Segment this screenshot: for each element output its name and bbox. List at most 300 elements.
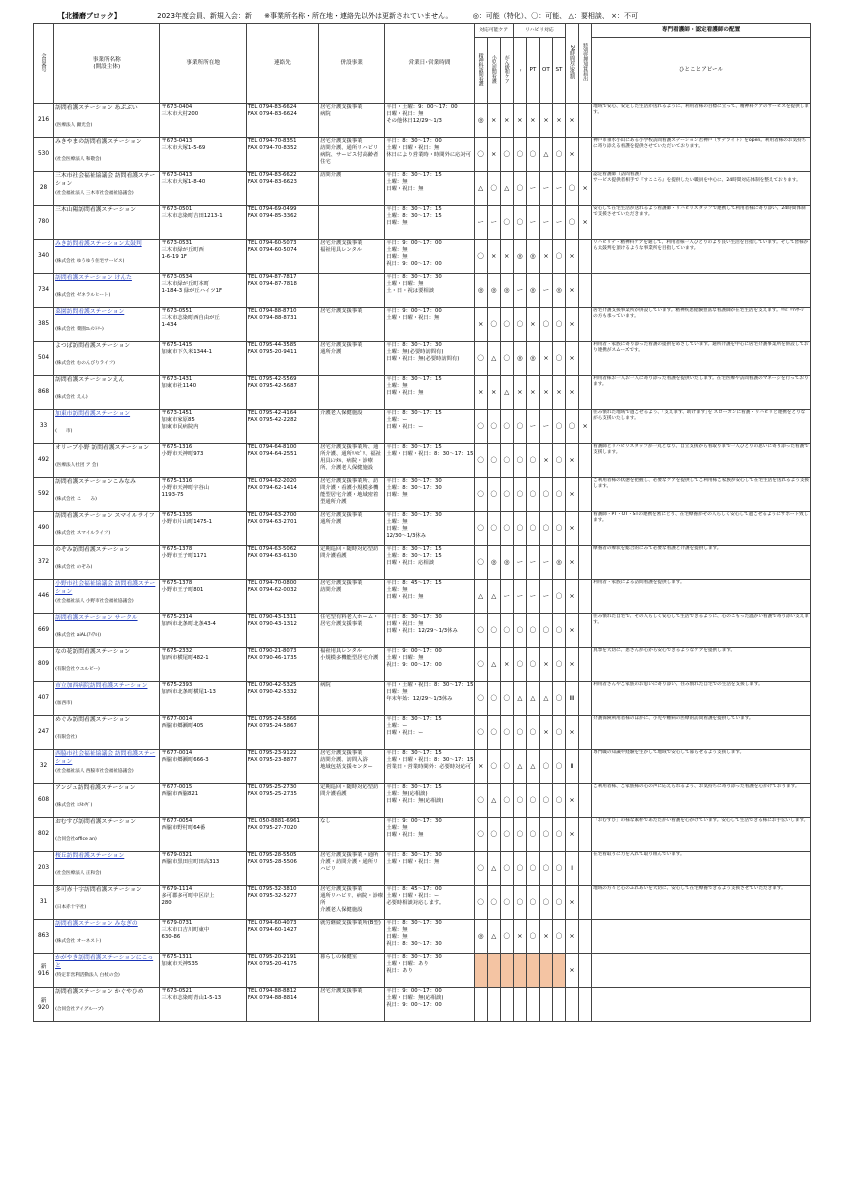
text-line: 平日：8：30～17：15 <box>386 206 442 212</box>
capability-mark <box>579 308 592 342</box>
address-cell <box>160 274 246 308</box>
capability-mark: 〇 <box>539 852 552 886</box>
station-name-link[interactable]: みき訪問看護ステーション太鼓判 <box>55 241 142 247</box>
capability-mark <box>474 988 487 1022</box>
capability-mark: 〇 <box>487 410 500 444</box>
capability-mark: 〇 <box>513 648 526 682</box>
text-line: 西脇市西脇821 <box>161 791 199 797</box>
services-cell <box>319 478 385 512</box>
fax-number: FAX 0795-20-4175 <box>247 961 297 967</box>
station-name-link[interactable]: 訪問看護ステーション みなぎの <box>55 921 138 927</box>
appeal-cell <box>592 988 811 1022</box>
text-line: 平日：8：30～17：15 <box>386 716 442 722</box>
text-line: 加西市横尾町482-1 <box>161 655 209 661</box>
capability-mark: 〇 <box>500 852 513 886</box>
capability-mark: 〇 <box>474 512 487 546</box>
address-cell <box>160 852 246 886</box>
capability-mark: 〇 <box>500 784 513 818</box>
capability-mark: × <box>566 342 579 376</box>
operator-name: (日本赤十字社) <box>55 905 87 910</box>
operator-name: (社会医療法人 和敬会) <box>55 157 102 162</box>
services-cell <box>319 138 385 172</box>
tel-number: TEL 0794-88-8710 <box>247 308 297 314</box>
text-line: 日曜・祝日：無 <box>386 832 424 838</box>
capability-mark: × <box>566 444 579 478</box>
text-line: 1-184-3 緑が丘ハイツ1F <box>161 288 223 294</box>
fax-number: FAX 0795-28-5506 <box>247 859 297 865</box>
station-name: アンジュ訪問看護ステーション <box>55 785 136 791</box>
hours-cell <box>385 750 474 784</box>
capability-mark: 〇 <box>474 716 487 750</box>
table-row <box>34 784 811 818</box>
capability-mark: 〇 <box>487 308 500 342</box>
col-psych: 精神科訪問看護 <box>474 38 487 104</box>
table-row <box>34 478 811 512</box>
capability-mark: × <box>566 580 579 614</box>
text-line: 土曜：無 <box>386 179 408 185</box>
operator-name: (社会福祉法人 小野市社会福祉協議会) <box>55 599 134 604</box>
capability-mark: ー <box>539 206 552 240</box>
capability-mark: 〇 <box>552 716 565 750</box>
station-name-link[interactable]: かがやき訪問看護ステーションにこっと <box>55 955 154 969</box>
member-number: 802 <box>34 818 54 852</box>
capability-mark: ◎ <box>526 342 539 376</box>
text-line: 〒673-0501 <box>161 206 193 212</box>
capability-mark: × <box>526 104 539 138</box>
station-name-cell <box>54 444 160 478</box>
capability-mark: × <box>500 648 513 682</box>
capability-mark: ◎ <box>526 274 539 308</box>
member-number: 868 <box>34 376 54 410</box>
text-line: 介護老人保健施設 <box>320 410 363 416</box>
contact-cell <box>246 784 318 818</box>
address-cell <box>160 614 246 648</box>
capability-mark: ー <box>539 274 552 308</box>
table-row <box>34 954 811 988</box>
capability-mark: △ <box>513 682 526 716</box>
text-line: 平日：8：30～17：30 <box>386 954 442 960</box>
text-line: 土曜・日曜・祝日：無 <box>386 859 440 865</box>
capability-mark: × <box>552 376 565 410</box>
table-row <box>34 750 811 784</box>
member-number: 490 <box>34 512 54 546</box>
text-line: 西脇市野村町64番 <box>161 825 206 831</box>
contact-cell <box>246 206 318 240</box>
address-cell <box>160 784 246 818</box>
table-row <box>34 818 811 852</box>
station-name-cell <box>54 750 160 784</box>
capability-mark: ー <box>474 206 487 240</box>
fax-number: FAX 0790-43-1312 <box>247 621 297 627</box>
appeal-cell: 看護師・PT・OT・STの連携を密にとり、在宅療養がその人らしく安心して過ごせるようにサポート致します。 <box>592 512 811 546</box>
col-pt: PT <box>526 38 539 104</box>
text-line: 平日：8：30～17：30 <box>386 614 442 620</box>
text-line: 平日：8：30～17：30 <box>386 852 442 858</box>
station-name-cell <box>54 240 160 274</box>
station-name-link[interactable]: 訪問看護ステーション サークル <box>55 615 138 621</box>
text-line: 土曜：ー <box>386 417 408 423</box>
address-cell <box>160 818 246 852</box>
station-name-cell <box>54 274 160 308</box>
text-line: 加西市北条町北条43-4 <box>161 621 216 627</box>
fax-number: FAX 0790-42-5332 <box>247 689 297 695</box>
capability-mark: × <box>513 104 526 138</box>
capability-mark: 〇 <box>539 478 552 512</box>
text-line: 病院、サービス付高齢者住宅 <box>320 152 379 165</box>
capability-mark: 〇 <box>526 478 539 512</box>
text-line: 土曜・日曜・祝日：無 <box>386 315 440 321</box>
capability-mark: 〇 <box>487 682 500 716</box>
station-name-cell <box>54 342 160 376</box>
text-line: 祝日：あり <box>386 968 413 974</box>
appeal-cell: 安心して在宅生活が送れるよう看護師・リハビリスタッフで連携して利用者様に寄り添い、24時間体制で支援させていただきます。 <box>592 206 811 240</box>
address-cell <box>160 512 246 546</box>
address-cell <box>160 444 246 478</box>
fax-number: FAX 0794-88-8814 <box>247 995 297 1001</box>
station-name-cell <box>54 988 160 1022</box>
capability-mark: 〇 <box>552 920 565 954</box>
capability-mark: 〇 <box>487 172 500 206</box>
contact-cell <box>246 138 318 172</box>
capability-mark <box>526 954 539 988</box>
appeal-cell <box>592 274 811 308</box>
capability-mark: ◎ <box>513 240 526 274</box>
station-name-cell <box>54 648 160 682</box>
member-number: 31 <box>34 886 54 920</box>
capability-mark: × <box>539 648 552 682</box>
address-cell <box>160 920 246 954</box>
tel-number: TEL 0790-42-5325 <box>247 682 297 688</box>
station-name: 訪問看護ステーションえん <box>55 377 125 383</box>
capability-mark: 〇 <box>474 682 487 716</box>
fax-number: FAX 0794-87-7818 <box>247 281 297 287</box>
station-name-cell <box>54 478 160 512</box>
table-row <box>34 308 811 342</box>
text-line: 病院 <box>320 682 331 688</box>
text-line: 平日：8：45～17：00 <box>386 886 442 892</box>
text-line: 土曜：8：30～17：15 <box>386 553 442 559</box>
fax-number: FAX 0794-60-1427 <box>247 927 297 933</box>
address-cell <box>160 240 246 274</box>
capability-mark: 〇 <box>513 410 526 444</box>
appeal-cell <box>592 954 811 988</box>
station-name-link[interactable]: 菜園訪問看護ステーション <box>55 309 125 315</box>
capability-mark: 〇 <box>487 750 500 784</box>
station-name-link[interactable]: 加東市訪問看護ステーション <box>55 411 131 417</box>
capability-mark: 〇 <box>500 138 513 172</box>
table-row <box>34 886 811 920</box>
station-name-cell <box>54 954 160 988</box>
capability-mark: 〇 <box>474 886 487 920</box>
capability-mark: △ <box>487 920 500 954</box>
text-line: 加東市社1140 <box>161 383 197 389</box>
capability-mark: × <box>539 342 552 376</box>
address-cell <box>160 342 246 376</box>
text-line: 土曜：無 <box>386 383 408 389</box>
capability-mark: × <box>474 750 487 784</box>
legend: ◎：可能（特化）、〇：可能、 △：要相談、 ×：不可 <box>472 12 639 20</box>
appeal-cell: 専門職の知識や経験を生かして地域で安心して暮らせるよう支援します。 <box>592 750 811 784</box>
text-line: 〒673-0413 <box>161 172 193 178</box>
capability-mark: × <box>566 818 579 852</box>
capability-mark: 〇 <box>526 716 539 750</box>
capability-mark <box>579 512 592 546</box>
station-name-cell <box>54 886 160 920</box>
text-line: 訪問介護 <box>320 587 342 593</box>
text-line: 三木市志染町西自由が丘 <box>161 315 220 321</box>
capability-mark: × <box>579 410 592 444</box>
capability-mark: 〇 <box>487 444 500 478</box>
capability-mark: ー <box>526 172 539 206</box>
operator-name: (株式会社 えん) <box>55 395 88 400</box>
capability-mark: 〇 <box>513 886 526 920</box>
text-line: 平日：8：30～17：30 <box>386 274 442 280</box>
capability-mark <box>552 954 565 988</box>
text-line: 平日：9：00～17：30 <box>386 818 442 824</box>
text-line: 土曜：無 <box>386 825 408 831</box>
station-name-link[interactable]: 小野市社会福祉協議会 訪問看護ステーション <box>55 581 156 595</box>
appeal-cell: 利用者様お一人お一人に寄り添った看護を提供いたします。在宅医療や訪問看護のマネージを行っております。 <box>592 376 811 410</box>
text-line: 〒675-2393 <box>161 682 193 688</box>
text-line: 居宅介護支援事業・通所介護・訪問介護・通所リハビリ <box>320 852 379 872</box>
member-number: 492 <box>34 444 54 478</box>
text-line: 〒679-0321 <box>161 852 193 858</box>
capability-mark: ー <box>500 580 513 614</box>
text-line: 土曜・日曜：無(応相談) <box>386 995 444 1001</box>
capability-mark: 〇 <box>474 478 487 512</box>
member-number: 669 <box>34 614 54 648</box>
text-line: 日曜：無 <box>386 526 408 532</box>
text-line: 定期巡回・随時対応型訪問介護看護 <box>320 546 379 559</box>
capability-mark: ◎ <box>487 274 500 308</box>
text-line: 〒673-0413 <box>161 138 193 144</box>
station-name: 三木山陽訪問看護ステーション <box>55 207 136 213</box>
capability-mark: × <box>566 308 579 342</box>
station-name-cell <box>54 818 160 852</box>
text-line: 西脇市郷瀬町405 <box>161 723 204 729</box>
appeal-cell: 認定看護師（訪問看護） サービス提供者相手で『すこころ』を提供したい職員を中心に、24時間対応体制を整えております。 <box>592 172 811 206</box>
tel-number: TEL 0795-42-4164 <box>247 410 297 416</box>
capability-mark: △ <box>513 750 526 784</box>
text-line: 〒673-0404 <box>161 104 193 110</box>
capability-mark: ◎ <box>552 274 565 308</box>
fax-number: FAX 0794-64-2551 <box>247 451 297 457</box>
capability-mark: Ⅲ <box>566 682 579 716</box>
station-name-link[interactable]: 訪問看護ステーション けんた <box>55 275 132 281</box>
table-row <box>34 716 811 750</box>
capability-mark <box>487 954 500 988</box>
text-line: 居宅介護支援事業所、通所介護、通所ﾘﾊﾋﾞﾘ、福祉用具ﾚﾝﾀﾙ、病院・診療所、介護老人保健施設 <box>320 444 381 471</box>
col-pediatric: 小児訪問看護 <box>487 38 500 104</box>
tel-number: TEL 0795-24-5866 <box>247 716 297 722</box>
col-cancer: がん緩和ケア <box>500 38 513 104</box>
capability-mark: × <box>566 546 579 580</box>
capability-mark: ー <box>526 410 539 444</box>
text-line: 三木市大塚1-5-69 <box>161 145 206 151</box>
text-line: 年末年始：12/29～1/3休み <box>386 696 453 702</box>
capability-mark: 〇 <box>487 886 500 920</box>
operator-name: (有限会社) <box>55 735 78 740</box>
operator-name: (株式会社 aiAL(ｱｲｱﾙ)) <box>55 633 102 638</box>
operator-name: (有限会社ウエルビー) <box>55 667 100 672</box>
capability-mark: △ <box>539 138 552 172</box>
capability-mark: 〇 <box>500 410 513 444</box>
capability-mark <box>579 580 592 614</box>
appeal-cell: 利用者・家族に寄り添った看護の提供をめざしています。通所介護を中心に居宅介護事業所を併設しており連携がスムーズです。 <box>592 342 811 376</box>
appeal-cell: 療養者の療状を総合的にみて必要な看護と介護を提供します。 <box>592 546 811 580</box>
contact-cell <box>246 682 318 716</box>
contact-cell <box>246 308 318 342</box>
capability-mark <box>579 784 592 818</box>
capability-mark: △ <box>487 852 500 886</box>
capability-mark: 〇 <box>539 308 552 342</box>
text-line: 〒675-2314 <box>161 614 193 620</box>
services-cell <box>319 988 385 1022</box>
capability-mark: 〇 <box>500 444 513 478</box>
capability-mark: 〇 <box>513 512 526 546</box>
capability-mark <box>579 988 592 1022</box>
text-line: 居宅介護支援事業 <box>320 240 363 246</box>
capability-mark: × <box>566 478 579 512</box>
hours-cell <box>385 818 474 852</box>
capability-mark: 〇 <box>539 512 552 546</box>
capability-mark: 〇 <box>566 172 579 206</box>
capability-mark: 〇 <box>566 410 579 444</box>
operator-name: (医療法人社団 ア 会) <box>55 463 99 468</box>
station-name-cell <box>54 206 160 240</box>
capability-mark: 〇 <box>474 818 487 852</box>
text-line: 小野市王子町801 <box>161 587 204 593</box>
text-line: 平日・土曜：9：00～17：00 <box>386 104 458 110</box>
col-24h: 24時間対応体制 <box>566 24 579 104</box>
appeal-cell: 真摯を大切に、患さんが心から安心できるようなケアを提供します。 <box>592 648 811 682</box>
capability-mark: 〇 <box>487 614 500 648</box>
station-name-cell <box>54 410 160 444</box>
station-name-cell <box>54 546 160 580</box>
capability-mark: × <box>539 444 552 478</box>
contact-cell <box>246 988 318 1022</box>
col-st: ST <box>552 38 565 104</box>
text-line: 〒677-0014 <box>161 750 193 756</box>
col-services: 併設事業 <box>319 24 385 104</box>
capability-mark: ◎ <box>500 546 513 580</box>
member-number: 新 916 <box>34 954 54 988</box>
hours-cell <box>385 444 474 478</box>
tel-number: TEL 0795-25-2730 <box>247 784 297 790</box>
capability-mark: 〇 <box>539 886 552 920</box>
text-line: 〒679-0731 <box>161 920 193 926</box>
contact-cell <box>246 410 318 444</box>
text-line: 平日：8：30～17：30 <box>386 342 442 348</box>
text-line: 三木市緑が丘町本町 <box>161 281 210 287</box>
hours-cell <box>385 478 474 512</box>
contact-cell <box>246 614 318 648</box>
capability-mark: ー <box>539 410 552 444</box>
tel-number: TEL 0794-60-5073 <box>247 240 297 246</box>
capability-mark <box>579 478 592 512</box>
address-cell <box>160 886 246 920</box>
text-line: 三木市緑が丘町西 <box>161 247 204 253</box>
text-line: 日曜・祝日：ー <box>386 730 424 736</box>
capability-mark: ー <box>526 546 539 580</box>
hours-cell <box>385 376 474 410</box>
capability-mark: 〇 <box>526 784 539 818</box>
capability-mark: × <box>566 954 579 988</box>
hours-cell <box>385 988 474 1022</box>
capability-mark: × <box>474 308 487 342</box>
hours-cell <box>385 614 474 648</box>
capability-mark: × <box>566 784 579 818</box>
hours-cell <box>385 240 474 274</box>
station-name-link[interactable]: 西脇市社会福祉協議会 訪問看護ステーション <box>55 751 156 765</box>
station-name-link[interactable]: 市立加西病院訪問看護ステーション <box>55 683 148 689</box>
table-row <box>34 546 811 580</box>
capability-mark: 〇 <box>552 852 565 886</box>
capability-mark: 〇 <box>474 138 487 172</box>
member-number: 33 <box>34 410 54 444</box>
text-line: 日曜・祝日：無 <box>386 186 424 192</box>
hours-cell <box>385 580 474 614</box>
contact-cell <box>246 716 318 750</box>
capability-mark: 〇 <box>474 342 487 376</box>
text-line: 〒673-1431 <box>161 376 193 382</box>
station-name-cell <box>54 138 160 172</box>
text-line: 平日：8：30～17：15 <box>386 376 442 382</box>
contact-cell <box>246 546 318 580</box>
text-line: 福祉用具レンタル <box>320 648 363 654</box>
text-line: 〒673-0521 <box>161 988 193 994</box>
appeal-cell: 住み慣れた地域で過ごせるよう、｢支えます、助けます｣を スローガンに看護・リハビリと連携をとりながら支援いたします。 <box>592 410 811 444</box>
text-line: 〒677-0014 <box>161 716 193 722</box>
capability-mark <box>579 886 592 920</box>
table-row <box>34 138 811 172</box>
text-line: 日曜・祝日：無 <box>386 594 424 600</box>
station-name-link[interactable]: 桜丘訪問看護ステーション <box>55 853 125 859</box>
operator-name: (株式会社 ゼネラルヒート) <box>55 293 111 298</box>
station-name: よつば訪問看護ステーション <box>55 343 131 349</box>
capability-mark: 〇 <box>513 784 526 818</box>
address-cell <box>160 682 246 716</box>
services-cell <box>319 512 385 546</box>
tel-number: TEL 0794-83-6624 <box>247 104 297 110</box>
text-line: 土曜・日曜：無 <box>386 655 424 661</box>
member-number: 734 <box>34 274 54 308</box>
capability-mark: 〇 <box>526 852 539 886</box>
capability-mark: 〇 <box>513 716 526 750</box>
capability-mark: Ⅱ <box>566 750 579 784</box>
capability-mark: 〇 <box>474 614 487 648</box>
station-name: 訪問看護ステーション あぷぶい <box>55 105 138 111</box>
capability-mark: 〇 <box>552 478 565 512</box>
services-cell <box>319 410 385 444</box>
hours-cell <box>385 886 474 920</box>
fax-number: FAX 0794-60-5074 <box>247 247 297 253</box>
col-address: 事業所所在地 <box>160 24 246 104</box>
text-line: 平日：8：30～17：15 <box>386 750 442 756</box>
services-cell <box>319 274 385 308</box>
text-line: 三木市志染町吉田1213-1 <box>161 213 223 219</box>
services-cell <box>319 614 385 648</box>
capability-mark: × <box>566 104 579 138</box>
hours-cell <box>385 546 474 580</box>
operator-name: (株式会社 菜園ｴﾚﾒﾝﾄﾘｰ) <box>55 327 104 332</box>
text-line: 平日：8：30～17：00 <box>386 138 442 144</box>
table-row <box>34 682 811 716</box>
text-line: 〒673-0531 <box>161 240 193 246</box>
station-name: のぞみ訪問看護ステーション <box>55 547 131 553</box>
text-line: 1-6-19 1F <box>161 254 187 260</box>
capability-mark: ー <box>513 546 526 580</box>
